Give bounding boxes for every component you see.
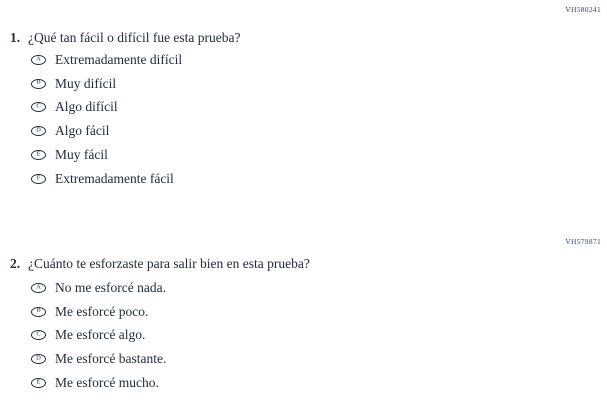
option-label: Extremadamente difícil [55,51,183,67]
option-label: Me esforcé mucho. [55,375,159,391]
item-code-1: VH580241 [565,5,601,14]
option-label: Algo fácil [55,123,110,139]
bubble-letter: E [36,150,41,158]
option-label: Algo difícil [55,99,118,115]
answer-bubble-a[interactable] [31,55,46,65]
option-label: Extremadamente fácil [55,170,174,186]
option-row [31,119,182,143]
question-1-number: 1. [10,30,21,45]
answer-bubble-a[interactable] [31,283,46,293]
bubble-letter: F [36,174,41,182]
option-label: Me esforcé bastante. [55,351,167,367]
option-label: No me esforcé nada. [55,279,166,295]
option-label: Me esforcé algo. [55,327,146,343]
question-1-line [10,30,607,45]
question-1 [10,30,607,186]
answer-bubble-d[interactable] [31,126,46,136]
answer-bubble-f[interactable] [31,174,46,184]
answer-bubble-e[interactable] [31,150,46,160]
option-row [31,276,166,300]
option-row [31,371,166,395]
option-row [31,96,182,120]
bubble-letter: A [36,55,41,63]
option-row [31,72,182,96]
answer-bubble-e[interactable] [31,378,46,388]
question-2-line [10,256,607,271]
option-row [31,48,182,72]
option-label: Me esforcé poco. [55,303,149,319]
bubble-letter: B [36,78,41,86]
option-row [31,324,166,348]
bubble-letter: D [36,126,41,134]
bubble-letter: A [36,283,41,291]
answer-bubble-b[interactable] [31,79,46,89]
bubble-letter: E [36,378,41,386]
answer-bubble-c[interactable] [31,330,46,340]
question-1-text: ¿Qué tan fácil o difícil fue esta prueba? [28,30,241,45]
option-row [31,143,182,167]
question-2-number: 2. [10,256,21,271]
bubble-letter: C [36,330,41,338]
item-code-2: VH579871 [565,237,601,246]
answer-bubble-d[interactable] [31,354,46,364]
bubble-letter: C [36,102,41,110]
answer-bubble-c[interactable] [31,102,46,112]
answer-bubble-b[interactable] [31,307,46,317]
option-row [31,167,182,191]
bubble-letter: D [36,354,41,362]
question-1-options [31,48,182,191]
option-label: Muy fácil [55,147,108,163]
option-label: Muy difícil [55,75,117,91]
bubble-letter: B [36,306,41,314]
option-row [31,347,166,371]
question-2-options [31,276,166,395]
option-row [31,300,166,324]
question-2 [10,256,607,391]
question-2-text: ¿Cuánto te esforzaste para salir bien en esta prueba? [28,256,310,271]
